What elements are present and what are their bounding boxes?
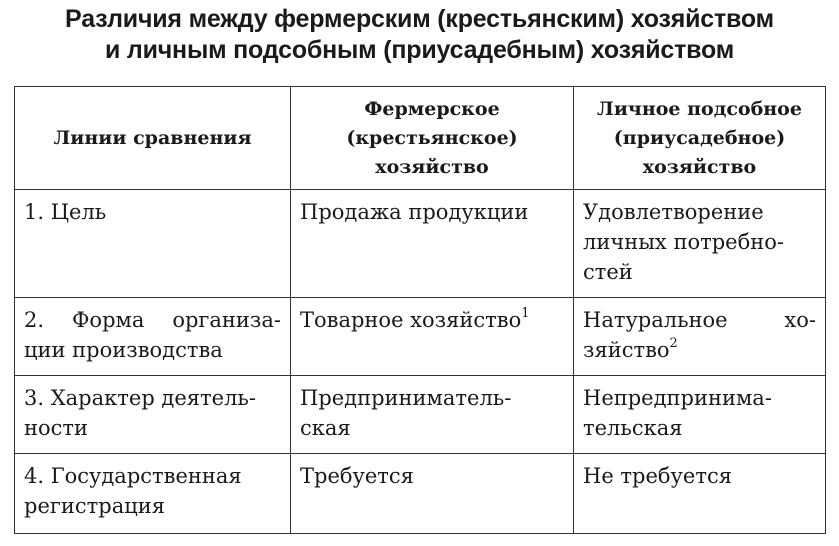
table-row [15,190,826,298]
header-personal-line-2: (приусадебное) [613,126,786,149]
header-farm [291,87,574,190]
cell-criterion: 3. Характер деятель- ности [15,376,291,454]
cell-farm: Продажа продукции [291,190,574,298]
header-farm-line-2: (крестьянское) [346,126,518,149]
title-line-2: и личным подсобным (приусадебным) хозяйством [104,36,735,64]
cell-criterion: 4. Государственная регистрация [15,454,291,534]
header-personal [574,87,826,190]
cell-farm: Требуется [291,454,574,534]
header-personal-line-3: хозяйство [642,155,757,178]
title-line-1: Различия между фермерским (крестьянским) хозяйством [65,5,774,33]
cell-farm: Предприниматель- ская [291,376,574,454]
header-farm-line-1: Фермерское [364,97,500,120]
comparison-table [14,86,826,534]
footnote-mark: 1 [521,306,530,321]
cell-farm: Товарное хозяйство$^1$ [291,298,574,376]
footnote-mark: 2 [669,336,678,351]
cell-criterion: 2. Форма организа- ции производства [15,298,291,376]
cell-personal: Натуральное хо- зяйство$^2$ [574,298,826,376]
header-criteria: Линии сравнения [15,87,291,190]
header-personal-line-1: Личное подсобное [597,97,802,120]
cell-personal: Удовлетворение личных потребно- стей [574,190,826,298]
page-title [0,4,839,66]
table-row [15,298,826,376]
cell-criterion: 1. Цель [15,190,291,298]
table-row [15,454,826,534]
table-header-row [15,87,826,190]
cell-personal: Не требуется [574,454,826,534]
table-row [15,376,826,454]
header-farm-line-3: хозяйство [375,155,489,178]
cell-personal: Непредпринима- тельская [574,376,826,454]
